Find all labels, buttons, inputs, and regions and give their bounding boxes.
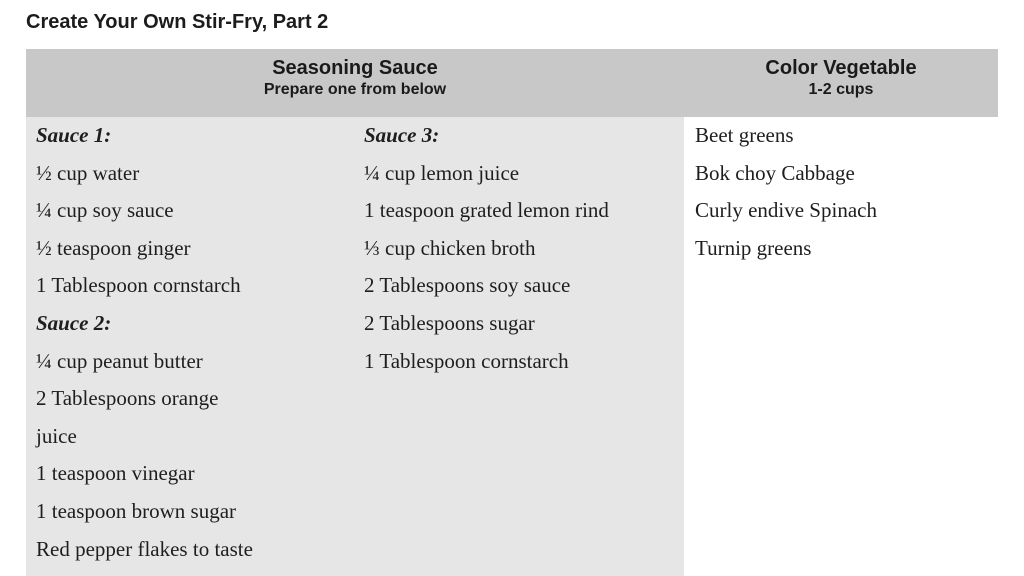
ingredient-line: juice xyxy=(36,423,77,448)
ingredient-line: ⅓ cup chicken broth xyxy=(364,235,536,260)
seasoning-sauce-title: Seasoning Sauce xyxy=(272,57,438,79)
sauce-column-2 xyxy=(364,117,674,380)
ingredient-line: 1 teaspoon grated lemon rind xyxy=(364,198,609,223)
sauce-column-1 xyxy=(36,117,336,568)
vegetable-item: Bok choy Cabbage xyxy=(695,160,855,185)
ingredient-line: Red pepper flakes to taste xyxy=(36,536,253,561)
color-vegetable-subtitle: 1-2 cups xyxy=(808,81,874,98)
vegetable-list xyxy=(695,117,990,267)
ingredient-line: 2 Tablespoons sugar xyxy=(364,310,535,335)
color-vegetable-title: Color Vegetable xyxy=(765,57,917,79)
sauce-name: Sauce 1: xyxy=(36,123,112,147)
ingredient-line: ½ teaspoon ginger xyxy=(36,235,191,260)
seasoning-sauce-cell xyxy=(26,117,684,576)
vegetable-item: Curly endive Spinach xyxy=(695,198,877,223)
ingredient-line: 1 teaspoon vinegar xyxy=(36,461,195,486)
ingredient-line: 1 teaspoon brown sugar xyxy=(36,498,237,523)
seasoning-sauce-subtitle: Prepare one from below xyxy=(263,81,447,98)
table-header xyxy=(26,49,998,117)
sauce-name: Sauce 2: xyxy=(36,310,112,335)
ingredient-line: 2 Tablespoons orange xyxy=(36,386,219,411)
ingredient-line: 1 Tablespoon cornstarch xyxy=(36,273,241,298)
page-title: Create Your Own Stir-Fry, Part 2 xyxy=(26,11,329,33)
ingredient-line: ¼ cup lemon juice xyxy=(364,160,520,185)
ingredient-line: ½ cup water xyxy=(36,160,140,185)
vegetable-item: Turnip greens xyxy=(695,235,812,260)
color-vegetable-cell xyxy=(684,117,998,576)
vegetable-item: Beet greens xyxy=(695,123,794,147)
sauce-name: Sauce 3: xyxy=(364,123,440,147)
color-vegetable-header xyxy=(684,49,998,117)
ingredient-line: 1 Tablespoon cornstarch xyxy=(364,348,569,373)
ingredient-line: ¼ cup peanut butter xyxy=(36,348,203,373)
ingredient-line: ¼ cup soy sauce xyxy=(36,198,174,223)
seasoning-sauce-header xyxy=(26,49,684,117)
ingredient-line: 2 Tablespoons soy sauce xyxy=(364,273,571,298)
